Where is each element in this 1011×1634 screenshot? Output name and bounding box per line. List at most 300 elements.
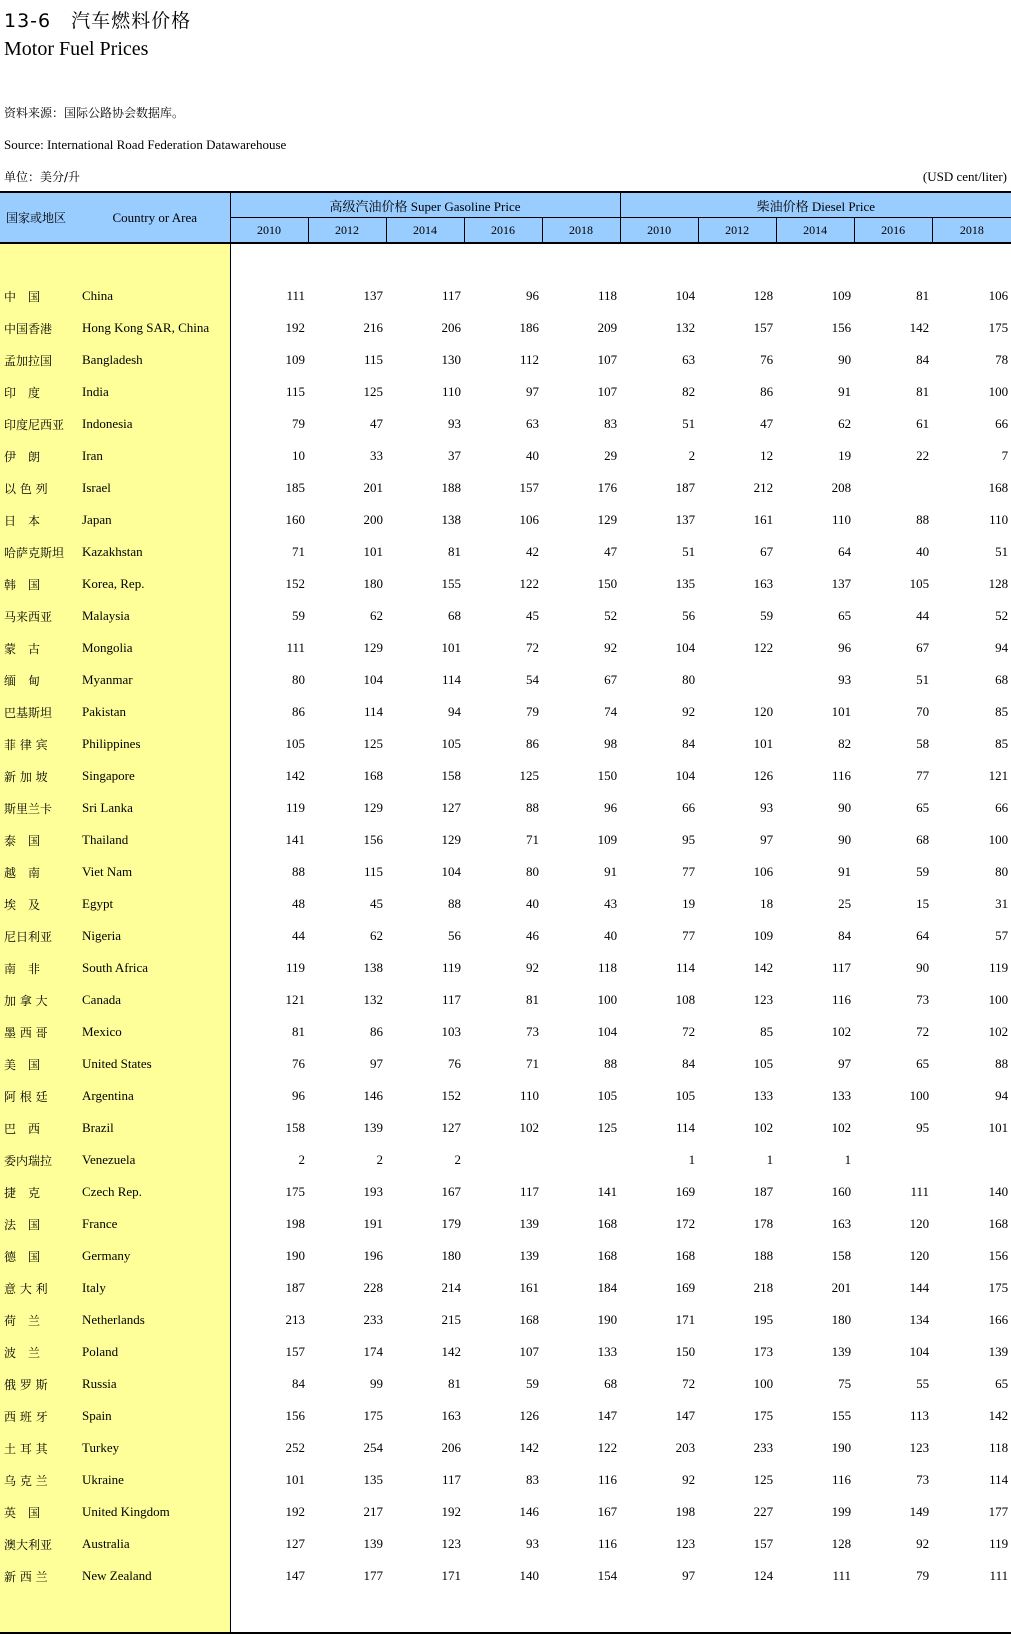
gasoline-price-cell: 190 — [597, 1312, 618, 1327]
gasoline-price-cell: 48 — [292, 896, 305, 911]
diesel-price-cell: 15 — [916, 896, 930, 911]
gasoline-price-cell: 190 — [285, 1248, 305, 1263]
gasoline-price-cell: 158 — [441, 768, 461, 783]
gasoline-price-cell: 168 — [363, 768, 383, 783]
gasoline-price-cell: 112 — [519, 352, 539, 367]
gasoline-price-cell: 176 — [597, 480, 618, 495]
country-name-cn: 委内瑞拉 — [0, 1144, 80, 1176]
diesel-price-cell: 180 — [831, 1312, 852, 1327]
diesel-price-cell: 119 — [989, 960, 1009, 975]
diesel-price-cell: 118 — [989, 1440, 1009, 1455]
diesel-price-cell: 72 — [682, 1376, 696, 1391]
gasoline-price-cell: 44 — [292, 928, 305, 943]
diesel-price-cell: 114 — [989, 1472, 1009, 1487]
diesel-price-cell: 2 — [688, 448, 696, 463]
gasoline-price-cell: 198 — [285, 1216, 305, 1231]
gasoline-year-header: 2012 — [308, 218, 386, 244]
diesel-price-cell: 171 — [675, 1312, 696, 1327]
country-name-cn: 尼日利亚 — [0, 920, 80, 952]
gasoline-price-cell: 193 — [363, 1184, 383, 1199]
diesel-price-cell: 66 — [995, 416, 1009, 431]
table-row — [0, 1112, 1011, 1144]
gasoline-price-cell: 81 — [448, 1376, 461, 1391]
gasoline-year-header: 2010 — [230, 218, 308, 244]
diesel-price-cell: 114 — [676, 960, 696, 975]
gasoline-price-cell: 84 — [292, 1376, 305, 1391]
gasoline-price-cell: 175 — [363, 1408, 383, 1423]
table-row — [0, 1368, 1011, 1400]
table-row — [0, 952, 1011, 984]
diesel-price-cell: 94 — [995, 1088, 1009, 1103]
country-name-cn: 澳大利亚 — [0, 1528, 80, 1560]
gasoline-price-cell: 174 — [363, 1344, 383, 1359]
diesel-price-cell: 100 — [988, 992, 1009, 1007]
country-name-cn: 日 本 — [0, 504, 80, 536]
gasoline-price-cell: 81 — [448, 544, 461, 559]
gasoline-price-cell: 196 — [363, 1248, 383, 1263]
diesel-price-cell: 100 — [988, 832, 1009, 847]
diesel-price-cell — [932, 1144, 1011, 1176]
gasoline-price-cell: 2 — [298, 1152, 305, 1167]
diesel-price-cell: 66 — [995, 800, 1009, 815]
country-name-en: Malaysia — [80, 600, 230, 632]
gasoline-price-cell: 117 — [441, 1472, 461, 1487]
gasoline-price-cell: 154 — [597, 1568, 618, 1583]
diesel-price-cell: 137 — [675, 512, 696, 527]
gasoline-price-cell: 56 — [448, 928, 461, 943]
gasoline-price-cell: 140 — [519, 1568, 539, 1583]
table-row — [0, 568, 1011, 600]
country-name-en: Canada — [80, 984, 230, 1016]
diesel-price-cell: 123 — [675, 1536, 696, 1551]
gasoline-price-cell: 80 — [526, 864, 539, 879]
country-name-cn: 巴基斯坦 — [0, 696, 80, 728]
diesel-price-cell: 101 — [831, 704, 852, 719]
gasoline-price-cell: 96 — [604, 800, 618, 815]
gasoline-price-cell: 132 — [363, 992, 383, 1007]
country-name-cn: 缅 甸 — [0, 664, 80, 696]
diesel-price-cell: 70 — [916, 704, 930, 719]
gasoline-price-cell: 125 — [597, 1120, 618, 1135]
gasoline-price-cell: 119 — [285, 800, 305, 815]
gasoline-price-cell: 116 — [598, 1472, 618, 1487]
diesel-price-cell: 163 — [831, 1216, 852, 1231]
gasoline-price-cell: 42 — [526, 544, 539, 559]
stub-header-en: Country or Area — [80, 192, 230, 243]
gasoline-price-cell: 110 — [441, 384, 461, 399]
diesel-price-cell: 81 — [916, 288, 930, 303]
source-note-en: Source: International Road Federation Datawarehouse — [4, 137, 287, 152]
gasoline-price-cell: 88 — [604, 1056, 618, 1071]
country-name-cn: 以 色 列 — [0, 472, 80, 504]
gasoline-price-cell: 152 — [441, 1088, 461, 1103]
gasoline-price-cell: 123 — [441, 1536, 461, 1551]
diesel-price-cell: 22 — [916, 448, 930, 463]
gasoline-price-cell: 192 — [285, 1504, 305, 1519]
gasoline-price-cell: 192 — [285, 320, 305, 335]
gasoline-price-cell: 62 — [370, 928, 383, 943]
gasoline-price-cell: 91 — [604, 864, 618, 879]
diesel-price-cell: 56 — [682, 608, 696, 623]
diesel-price-cell: 59 — [916, 864, 930, 879]
gasoline-price-cell: 157 — [285, 1344, 305, 1359]
country-name-en: Mongolia — [80, 632, 230, 664]
gasoline-price-cell: 142 — [519, 1440, 539, 1455]
table-row — [0, 1176, 1011, 1208]
gasoline-price-cell: 152 — [285, 576, 305, 591]
table-row — [0, 1528, 1011, 1560]
country-name-cn: 意 大 利 — [0, 1272, 80, 1304]
gasoline-price-cell: 101 — [285, 1472, 305, 1487]
gasoline-price-cell: 104 — [441, 864, 461, 879]
diesel-price-cell: 97 — [838, 1056, 852, 1071]
diesel-price-cell: 133 — [753, 1088, 774, 1103]
diesel-price-cell: 111 — [989, 1568, 1009, 1583]
table-row — [0, 1048, 1011, 1080]
diesel-price-cell: 104 — [675, 640, 696, 655]
gasoline-price-cell: 177 — [363, 1568, 383, 1583]
diesel-price-cell: 233 — [753, 1440, 774, 1455]
gasoline-price-cell: 68 — [604, 1376, 618, 1391]
gasoline-price-cell: 115 — [363, 352, 383, 367]
diesel-price-cell: 102 — [831, 1120, 852, 1135]
country-name-cn: 伊 朗 — [0, 440, 80, 472]
diesel-price-cell: 177 — [988, 1504, 1009, 1519]
diesel-price-cell: 169 — [675, 1184, 696, 1199]
diesel-price-cell: 44 — [916, 608, 930, 623]
gasoline-price-cell: 81 — [292, 1024, 305, 1039]
table-row — [0, 760, 1011, 792]
country-name-en: Spain — [80, 1400, 230, 1432]
gasoline-price-cell: 228 — [363, 1280, 383, 1295]
country-name-en: France — [80, 1208, 230, 1240]
table-row — [0, 1336, 1011, 1368]
gasoline-price-cell: 118 — [598, 288, 618, 303]
diesel-price-cell: 51 — [682, 544, 696, 559]
gasoline-price-cell: 52 — [604, 608, 618, 623]
gasoline-price-cell: 98 — [604, 736, 618, 751]
gasoline-price-cell: 180 — [441, 1248, 461, 1263]
gasoline-year-header: 2014 — [386, 218, 464, 244]
gasoline-price-cell: 93 — [526, 1536, 539, 1551]
gasoline-price-cell: 142 — [441, 1344, 461, 1359]
gasoline-price-cell: 171 — [441, 1568, 461, 1583]
country-name-cn: 新 加 坡 — [0, 760, 80, 792]
diesel-price-cell: 102 — [753, 1120, 774, 1135]
gasoline-price-cell: 150 — [597, 768, 618, 783]
diesel-price-cell: 19 — [682, 896, 696, 911]
diesel-price-cell — [698, 664, 776, 696]
diesel-price-cell: 77 — [916, 768, 930, 783]
country-name-en: Poland — [80, 1336, 230, 1368]
diesel-price-cell: 139 — [831, 1344, 852, 1359]
diesel-price-cell: 218 — [753, 1280, 774, 1295]
diesel-price-cell: 163 — [753, 576, 774, 591]
diesel-price-cell: 134 — [909, 1312, 930, 1327]
country-name-cn: 中 国 — [0, 280, 80, 312]
gasoline-price-cell: 155 — [441, 576, 461, 591]
gasoline-price-cell: 43 — [604, 896, 618, 911]
country-name-en: Hong Kong SAR, China — [80, 312, 230, 344]
diesel-price-cell: 80 — [995, 864, 1009, 879]
diesel-price-cell: 102 — [988, 1024, 1009, 1039]
gasoline-price-cell: 167 — [597, 1504, 618, 1519]
gasoline-price-cell: 92 — [526, 960, 539, 975]
diesel-price-cell: 111 — [910, 1184, 930, 1199]
gasoline-price-cell: 109 — [285, 352, 305, 367]
diesel-price-cell: 84 — [838, 928, 852, 943]
gasoline-price-cell: 157 — [519, 480, 539, 495]
diesel-price-cell: 149 — [909, 1504, 930, 1519]
country-name-cn: 西 班 牙 — [0, 1400, 80, 1432]
country-name-cn: 乌 克 兰 — [0, 1464, 80, 1496]
diesel-price-cell: 104 — [675, 768, 696, 783]
diesel-price-cell: 52 — [995, 608, 1009, 623]
diesel-price-cell: 212 — [753, 480, 774, 495]
country-name-en: Brazil — [80, 1112, 230, 1144]
diesel-price-cell: 19 — [838, 448, 852, 463]
country-name-cn: 哈萨克斯坦 — [0, 536, 80, 568]
diesel-price-cell: 84 — [682, 1056, 696, 1071]
table-row — [0, 1496, 1011, 1528]
diesel-price-cell — [854, 1144, 932, 1176]
diesel-price-cell: 155 — [831, 1408, 852, 1423]
gasoline-price-cell: 103 — [441, 1024, 461, 1039]
gasoline-price-cell: 135 — [363, 1472, 383, 1487]
gasoline-price-cell: 167 — [441, 1184, 461, 1199]
gasoline-price-cell: 47 — [604, 544, 618, 559]
diesel-price-cell: 119 — [989, 1536, 1009, 1551]
diesel-price-cell: 168 — [988, 1216, 1009, 1231]
diesel-price-cell: 96 — [838, 640, 852, 655]
country-name-en: India — [80, 376, 230, 408]
table-row — [0, 536, 1011, 568]
table-row — [0, 1016, 1011, 1048]
diesel-price-cell: 85 — [995, 736, 1009, 751]
diesel-price-cell: 47 — [760, 416, 774, 431]
country-name-en: Philippines — [80, 728, 230, 760]
table-row — [0, 856, 1011, 888]
country-name-en: Mexico — [80, 1016, 230, 1048]
diesel-price-cell: 97 — [682, 1568, 696, 1583]
diesel-price-cell: 90 — [916, 960, 930, 975]
table-row — [0, 1400, 1011, 1432]
gasoline-price-cell: 74 — [604, 704, 618, 719]
diesel-price-cell: 178 — [753, 1216, 774, 1231]
diesel-price-cell: 132 — [675, 320, 696, 335]
gasoline-price-cell: 68 — [448, 608, 461, 623]
diesel-price-cell: 128 — [753, 288, 774, 303]
country-name-cn: 俄 罗 斯 — [0, 1368, 80, 1400]
unit-label-cn: 单位：美分/升 — [4, 170, 81, 184]
gasoline-price-cell: 214 — [441, 1280, 461, 1295]
diesel-price-cell: 101 — [753, 736, 774, 751]
diesel-price-cell: 66 — [682, 800, 696, 815]
gasoline-price-cell: 137 — [363, 288, 383, 303]
diesel-price-cell: 173 — [753, 1344, 774, 1359]
gasoline-price-cell: 40 — [604, 928, 618, 943]
diesel-price-cell: 109 — [831, 288, 852, 303]
country-name-cn: 孟加拉国 — [0, 344, 80, 376]
country-name-en: Australia — [80, 1528, 230, 1560]
gasoline-price-cell: 88 — [292, 864, 305, 879]
diesel-price-cell: 188 — [753, 1248, 774, 1263]
unit-label-en: (USD cent/liter) — [922, 169, 1007, 184]
gasoline-price-cell: 122 — [519, 576, 539, 591]
gasoline-price-cell: 45 — [526, 608, 539, 623]
gasoline-price-cell: 186 — [519, 320, 539, 335]
diesel-price-cell: 128 — [988, 576, 1009, 591]
country-name-en: Sri Lanka — [80, 792, 230, 824]
gasoline-price-cell: 184 — [597, 1280, 618, 1295]
country-name-en: Singapore — [80, 760, 230, 792]
table-row — [0, 1208, 1011, 1240]
diesel-price-cell: 55 — [916, 1376, 930, 1391]
table-row — [0, 1240, 1011, 1272]
diesel-price-cell: 168 — [675, 1248, 696, 1263]
country-name-cn: 美 国 — [0, 1048, 80, 1080]
diesel-price-cell: 135 — [675, 576, 696, 591]
gasoline-price-cell: 46 — [526, 928, 539, 943]
diesel-price-cell: 106 — [753, 864, 774, 879]
gasoline-price-cell: 94 — [448, 704, 461, 719]
gasoline-price-cell: 63 — [526, 416, 539, 431]
country-name-en: Iran — [80, 440, 230, 472]
gasoline-price-cell: 73 — [526, 1024, 539, 1039]
table-row — [0, 664, 1011, 696]
diesel-price-cell: 61 — [916, 416, 930, 431]
gasoline-price-cell: 37 — [448, 448, 461, 463]
diesel-price-cell: 137 — [831, 576, 852, 591]
country-name-en: Nigeria — [80, 920, 230, 952]
country-name-cn: 荷 兰 — [0, 1304, 80, 1336]
diesel-price-cell: 117 — [832, 960, 852, 975]
table-bottom-rule — [0, 1592, 1011, 1633]
country-name-cn: 马来西亚 — [0, 600, 80, 632]
diesel-price-cell: 120 — [909, 1216, 930, 1231]
diesel-price-cell: 81 — [916, 384, 930, 399]
diesel-price-cell: 57 — [995, 928, 1009, 943]
gasoline-price-cell: 168 — [519, 1312, 539, 1327]
diesel-price-cell: 142 — [909, 320, 930, 335]
gasoline-price-cell: 116 — [598, 1536, 618, 1551]
gasoline-price-cell: 129 — [441, 832, 461, 847]
fuel-price-table — [0, 191, 1011, 1634]
gasoline-price-cell: 83 — [604, 416, 618, 431]
gasoline-price-cell: 62 — [370, 608, 383, 623]
diesel-price-cell: 114 — [676, 1120, 696, 1135]
diesel-price-cell: 31 — [995, 896, 1009, 911]
country-name-cn: 捷 克 — [0, 1176, 80, 1208]
diesel-price-cell: 100 — [988, 384, 1009, 399]
country-name-cn: 波 兰 — [0, 1336, 80, 1368]
gasoline-price-cell: 168 — [597, 1248, 618, 1263]
diesel-price-cell: 64 — [916, 928, 930, 943]
gasoline-price-cell: 129 — [363, 640, 383, 655]
diesel-price-cell: 124 — [753, 1568, 774, 1583]
diesel-price-cell: 121 — [988, 768, 1009, 783]
table-row — [0, 504, 1011, 536]
gasoline-price-cell: 83 — [526, 1472, 539, 1487]
gasoline-price-cell: 146 — [519, 1504, 539, 1519]
gasoline-price-cell: 79 — [292, 416, 305, 431]
gasoline-price-cell: 188 — [441, 480, 461, 495]
gasoline-price-cell: 179 — [441, 1216, 461, 1231]
gasoline-price-cell: 156 — [285, 1408, 305, 1423]
gasoline-price-cell: 40 — [526, 448, 539, 463]
table-row — [0, 1304, 1011, 1336]
diesel-price-cell: 102 — [831, 1024, 852, 1039]
gasoline-price-cell: 217 — [363, 1504, 383, 1519]
diesel-price-cell: 168 — [988, 480, 1009, 495]
gasoline-price-cell: 104 — [597, 1024, 618, 1039]
country-name-en: Bangladesh — [80, 344, 230, 376]
table-row — [0, 696, 1011, 728]
gasoline-price-cell: 206 — [441, 320, 461, 335]
diesel-price-cell: 51 — [995, 544, 1009, 559]
country-name-cn: 加 拿 大 — [0, 984, 80, 1016]
gasoline-price-cell: 133 — [597, 1344, 618, 1359]
country-name-cn: 中国香港 — [0, 312, 80, 344]
diesel-price-cell: 59 — [760, 608, 774, 623]
diesel-price-cell: 95 — [682, 832, 696, 847]
gasoline-price-cell: 33 — [370, 448, 383, 463]
diesel-price-cell: 142 — [988, 1408, 1009, 1423]
table-row — [0, 1144, 1011, 1176]
table-row — [0, 888, 1011, 920]
gasoline-price-cell: 101 — [441, 640, 461, 655]
diesel-year-header: 2014 — [776, 218, 854, 244]
country-name-cn: 韩 国 — [0, 568, 80, 600]
gasoline-price-cell: 114 — [363, 704, 383, 719]
gasoline-price-cell: 114 — [441, 672, 461, 687]
diesel-price-cell: 94 — [995, 640, 1009, 655]
diesel-price-cell: 1 — [688, 1152, 696, 1167]
diesel-price-cell: 76 — [760, 352, 774, 367]
stub-header-cn: 国家或地区 — [0, 192, 80, 243]
diesel-price-cell: 68 — [916, 832, 930, 847]
diesel-price-cell: 104 — [675, 288, 696, 303]
gasoline-price-cell: 121 — [285, 992, 305, 1007]
diesel-price-cell: 77 — [682, 928, 696, 943]
gasoline-price-cell: 59 — [526, 1376, 539, 1391]
country-name-cn: 墨 西 哥 — [0, 1016, 80, 1048]
diesel-price-cell: 157 — [753, 1536, 774, 1551]
gasoline-price-cell: 111 — [286, 288, 305, 303]
country-name-en: Italy — [80, 1272, 230, 1304]
table-row — [0, 1464, 1011, 1496]
diesel-price-cell: 1 — [766, 1152, 774, 1167]
diesel-price-cell: 161 — [753, 512, 774, 527]
gasoline-price-cell: 160 — [285, 512, 305, 527]
country-name-en: United States — [80, 1048, 230, 1080]
table-row — [0, 792, 1011, 824]
gasoline-price-cell: 40 — [526, 896, 539, 911]
gasoline-price-cell: 139 — [519, 1248, 539, 1263]
diesel-price-cell: 77 — [682, 864, 696, 879]
gasoline-price-cell: 100 — [597, 992, 618, 1007]
diesel-price-cell: 82 — [682, 384, 696, 399]
diesel-price-cell: 64 — [838, 544, 852, 559]
gasoline-price-cell: 71 — [292, 544, 305, 559]
diesel-price-cell: 190 — [831, 1440, 852, 1455]
gasoline-price-cell: 111 — [286, 640, 305, 655]
gasoline-price-cell: 129 — [363, 800, 383, 815]
diesel-price-cell: 67 — [760, 544, 774, 559]
gasoline-price-cell: 86 — [292, 704, 305, 719]
gasoline-price-cell: 107 — [597, 384, 618, 399]
gasoline-price-cell: 192 — [441, 1504, 461, 1519]
